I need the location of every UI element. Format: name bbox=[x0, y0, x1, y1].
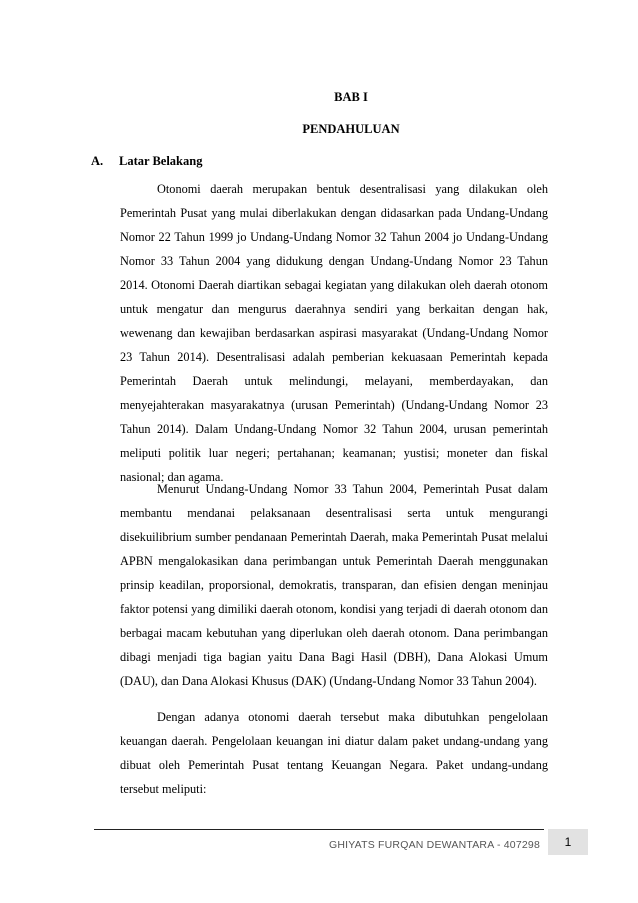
page-number-badge bbox=[548, 829, 588, 855]
paragraph-3: Dengan adanya otonomi daerah tersebut maka dibutuhkan pengelolaan keuangan daerah. Pengelolaan keuangan ini diatur dalam paket undang-undang yang dibuat oleh Pemerintah Pusat tentang Keuangan Negara. Paket undang-undang tersebut meliputi: bbox=[120, 710, 548, 796]
section-heading-text: Latar Belakang bbox=[119, 154, 203, 168]
page-number: 1 bbox=[564, 835, 572, 849]
footer-author: GHIYATS FURQAN DEWANTARA - 407298 bbox=[328, 839, 540, 851]
paragraph-2: Menurut Undang-Undang Nomor 33 Tahun 2004, Pemerintah Pusat dalam membantu mendanai pelaksanaan desentralisasi serta untuk mengurangi disekuilibrium sumber pendanaan Pemerintah Daerah, maka Pemerintah Pusat melalui APBN mengalokasikan dana perimbangan untuk Pemerintah Daerah menggunakan prinsip keadilan, proporsional, demokratis, transparan, dan efisien dengan meninjau faktor potensi yang dimiliki daerah otonom, kondisi yang terjadi di daerah otonom dan berbagai macam kebutuhan yang diperlukan oleh daerah otonom. Dana perimbangan dibagi menjadi tiga bagian yaitu Dana Bagi Hasil (DBH), Dana Alokasi Umum (DAU), dan Dana Alokasi Khusus (DAK) (Undang-Undang Nomor 33 Tahun 2004). bbox=[120, 482, 548, 688]
footer-divider bbox=[94, 829, 544, 830]
section-heading bbox=[91, 154, 202, 169]
chapter-title bbox=[0, 122, 638, 137]
chapter-label bbox=[0, 90, 638, 105]
chapter-text: BAB I bbox=[334, 90, 368, 104]
section-number: A. bbox=[91, 154, 104, 168]
chapter-title-text: PENDAHULUAN bbox=[302, 122, 400, 136]
paragraph-1: Otonomi daerah merupakan bentuk desentralisasi yang dilakukan oleh Pemerintah Pusat yang mulai diberlakukan dengan didasarkan pada Undang-Undang Nomor 22 Tahun 1999 jo Undang-Undang Nomor 32 Tahun 2004 jo Undang-Undang Nomor 33 Tahun 2004 yang didukung dengan Undang-Undang Nomor 23 Tahun 2014. Otonomi Daerah diartikan sebagai kegiatan yang dilakukan oleh daerah otonom untuk mengatur dan mengurus daerahnya sendiri yang berkaitan dengan hak, wewenang dan kewajiban berdasarkan aspirasi masyarakat (Undang-Undang Nomor 23 Tahun 2014). Desentralisasi adalah pemberian kekuasaan Pemerintah kepada Pemerintah Daerah untuk melindungi, melayani, memberdayakan, dan menyejahterakan masyarakatnya (urusan Pemerintah) (Undang-Undang Nomor 23 Tahun 2014). Dalam Undang-Undang Nomor 32 Tahun 2004, urusan pemerintah meliputi politik luar negeri; pertahanan; keamanan; yustisi; moneter dan fiskal nasional; dan agama. bbox=[120, 182, 548, 484]
